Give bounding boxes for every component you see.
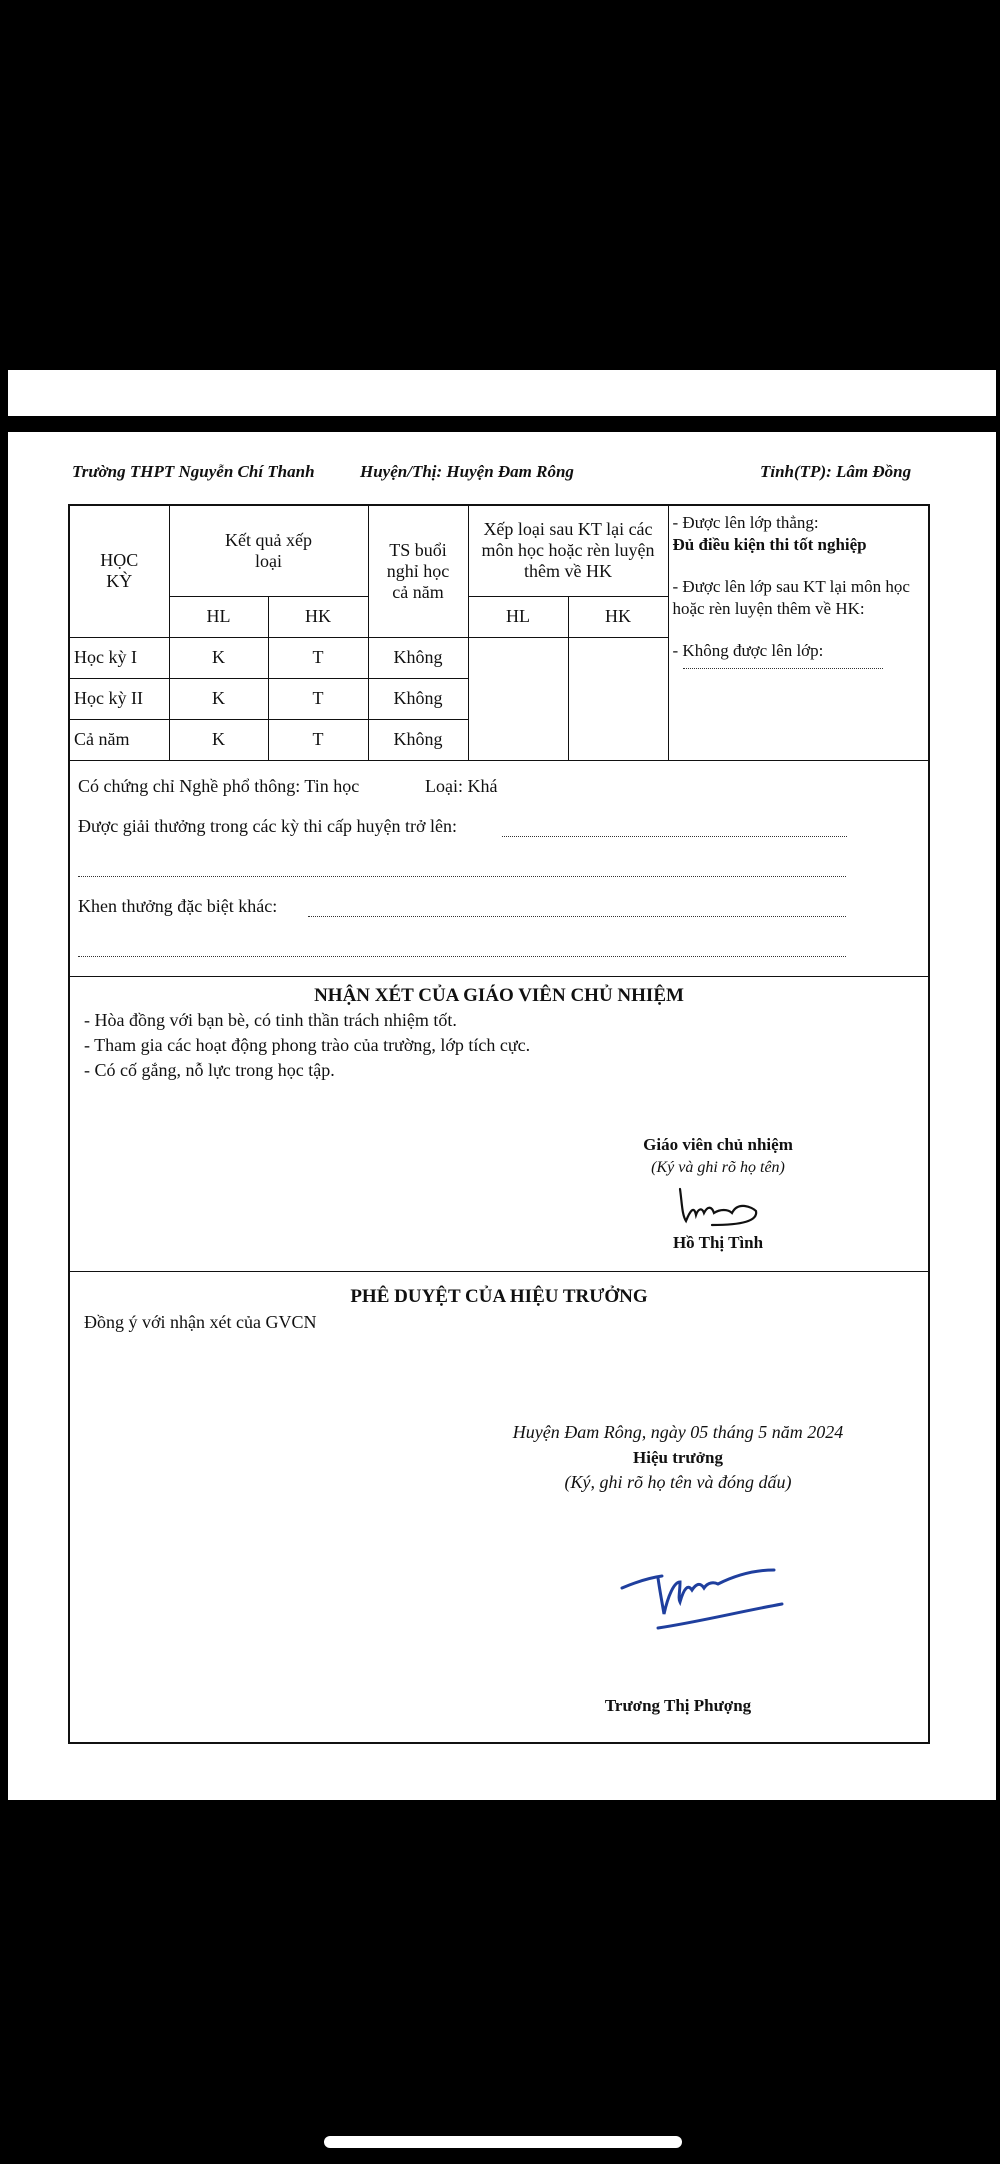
special-award-label: Khen thưởng đặc biệt khác: (78, 896, 278, 916)
row-absences: Không (368, 678, 468, 719)
principal-name: Trương Thị Phượng (604, 1696, 752, 1715)
row-absences: Không (368, 637, 468, 678)
teacher-name: Hồ Thị Tình (672, 1233, 764, 1252)
record-frame (68, 504, 930, 1744)
home-indicator[interactable] (324, 2136, 682, 2148)
row-term: Học kỳ II (70, 678, 169, 719)
header-absences: TS buổi nghỉ học cả năm (368, 506, 468, 637)
promotion-status (668, 506, 928, 760)
sub-header-hl: HL (169, 596, 268, 637)
place-date: Huyện Đam Rông, ngày 05 tháng 5 năm 2024 (512, 1422, 844, 1442)
special-dotted-line (308, 916, 846, 917)
certificate-grade: Loại: Khá (425, 776, 498, 796)
teacher-signature (672, 1181, 768, 1231)
header-term: HỌC KỲ (70, 506, 169, 637)
school-name: Trường THPT Nguyễn Chí Thanh (72, 462, 315, 481)
row-hl: K (169, 719, 268, 760)
principal-section (70, 1271, 928, 1741)
principal-role: Hiệu trưởng (633, 1448, 723, 1467)
teacher-sign-note: (Ký và ghi rõ họ tên) (651, 1159, 785, 1176)
status-direct: - Được lên lớp thẳng: (672, 513, 819, 532)
row-hk: T (268, 678, 368, 719)
teacher-role: Giáo viên chủ nhiệm (643, 1135, 793, 1154)
row-hk: T (268, 719, 368, 760)
previous-page-strip (8, 370, 996, 416)
teacher-title: NHẬN XÉT CỦA GIÁO VIÊN CHỦ NHIỆM (314, 985, 684, 1006)
teacher-comment: - Hòa đồng với bạn bè, có tinh thần trách nhiệm tốt. (84, 1010, 457, 1030)
special-dotted-line-2 (78, 956, 846, 957)
teacher-section (70, 976, 928, 1271)
teacher-comment: - Tham gia các hoạt động phong trào của trường, lớp tích cực. (84, 1035, 531, 1055)
status-dotted-line (683, 668, 883, 669)
prize-dotted-line (502, 836, 847, 837)
teacher-comment: - Có cố gắng, nỗ lực trong học tập. (84, 1060, 335, 1080)
province-name: Tỉnh(TP): Lâm Đồng (760, 462, 912, 481)
status-not-promoted: - Không được lên lớp: (672, 641, 824, 661)
principal-sign-note: (Ký, ghi rõ họ tên và đóng dấu) (564, 1472, 792, 1492)
principal-title: PHÊ DUYỆT CỦA HIỆU TRƯỞNG (350, 1286, 648, 1307)
row-hl: K (169, 678, 268, 719)
document-page (8, 432, 996, 1800)
row-hl: K (169, 637, 268, 678)
sub-header-hk: HK (268, 596, 368, 637)
sub-header-retest-hk: HK (568, 596, 668, 637)
row-absences: Không (368, 719, 468, 760)
grades-table (70, 506, 928, 761)
header-retest: Xếp loại sau KT lại các môn học hoặc rèn luyện thêm về HK (468, 506, 668, 596)
principal-comment: Đồng ý với nhận xét của GVCN (84, 1312, 317, 1332)
status-direct-value: Đủ điều kiện thi tốt nghiệp (672, 535, 867, 555)
status-after-retest: - Được lên lớp sau KT lại môn học hoặc rèn luyện thêm về HK: (672, 577, 910, 619)
retest-hk-cell (568, 637, 668, 760)
sub-header-retest-hl: HL (468, 596, 568, 637)
prize-label: Được giải thưởng trong các kỳ thi cấp huyện trở lên: (78, 816, 457, 836)
retest-hl-cell (468, 637, 568, 760)
row-term: Cả năm (70, 719, 169, 760)
principal-signature (618, 1552, 788, 1632)
row-term: Học kỳ I (70, 637, 169, 678)
district-name: Huyện/Thị: Huyện Đam Rông (360, 462, 574, 481)
prize-dotted-line-2 (78, 876, 846, 877)
certificate-text: Có chứng chỉ Nghề phổ thông: Tin học (78, 776, 360, 796)
awards-section (70, 756, 928, 976)
row-hk: T (268, 637, 368, 678)
header-result: Kết quả xếp loại (169, 506, 368, 596)
